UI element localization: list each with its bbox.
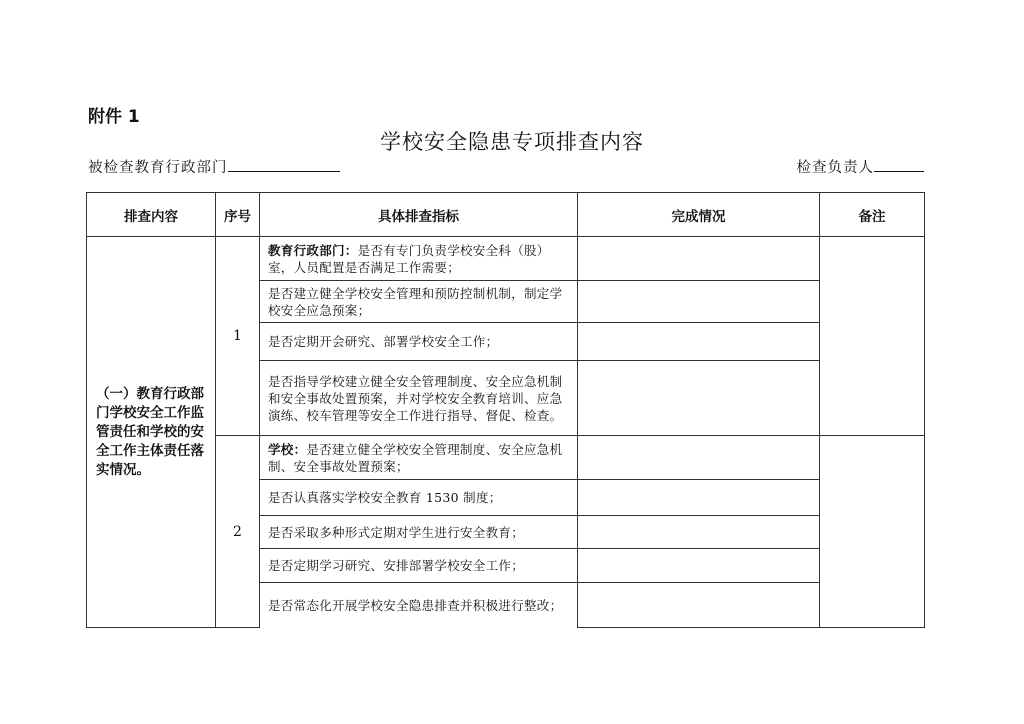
indicator-cell <box>260 237 578 281</box>
inspected-department-label: 被检查教育行政部门 <box>88 160 228 176</box>
indicator-cell <box>260 436 578 480</box>
indicator-text: 是否定期学习研究、安排部署学校安全工作； <box>268 558 525 573</box>
indicator-text: 是否定期开会研究、部署学校安全工作； <box>268 334 499 349</box>
attachment-label: 附件 1 <box>88 107 140 127</box>
completion-cell[interactable] <box>578 583 820 628</box>
completion-cell[interactable] <box>578 361 820 436</box>
inspected-department-field <box>88 156 340 177</box>
indicator-text: 是否有专门负责学校安全科（股）室，人员配置是否满足工作需要； <box>268 242 550 275</box>
indicator-cell <box>260 583 578 628</box>
table-row <box>87 237 925 281</box>
indicator-text: 是否指导学校建立健全安全管理制度、安全应急机制和安全事故处置预案，并对学校安全教育培训、应急演练、校车管理等安全工作进行指导、督促、检查。 <box>268 373 563 423</box>
indicator-lead: 学校： <box>268 441 307 457</box>
indicator-cell <box>260 480 578 516</box>
indicator-text: 是否建立健全学校安全管理制度、安全应急机制、安全事故处置预案； <box>268 441 563 474</box>
indicator-cell <box>260 281 578 323</box>
completion-cell[interactable] <box>578 237 820 281</box>
remarks-cell[interactable] <box>820 237 925 436</box>
completion-cell[interactable] <box>578 480 820 516</box>
indicator-cell <box>260 323 578 361</box>
table-header-row <box>87 193 925 237</box>
header-remarks: 备注 <box>820 193 925 237</box>
inspected-department-blank[interactable] <box>228 157 340 172</box>
header-indicator: 具体排查指标 <box>260 193 578 237</box>
inspector-field <box>797 156 925 177</box>
completion-cell[interactable] <box>578 516 820 549</box>
indicator-cell <box>260 361 578 436</box>
inspection-table <box>86 192 925 628</box>
document-title: 学校安全隐患专项排查内容 <box>380 130 644 154</box>
inspector-label: 检查负责人 <box>796 160 874 176</box>
section-content-cell: （一）教育行政部门学校安全工作监管责任和学校的安全工作主体责任落实情况。 <box>87 237 216 628</box>
indicator-text: 是否建立健全学校安全管理和预防控制机制，制定学校安全应急预案； <box>268 285 563 318</box>
completion-cell[interactable] <box>578 323 820 361</box>
inspector-blank[interactable] <box>874 157 924 172</box>
completion-cell[interactable] <box>578 281 820 323</box>
header-content: 排查内容 <box>87 193 216 237</box>
seq-cell: 1 <box>216 237 260 436</box>
indicator-text: 是否采取多种形式定期对学生进行安全教育； <box>268 524 525 540</box>
seq-cell: 2 <box>216 436 260 628</box>
indicator-cell <box>260 516 578 549</box>
indicator-text: 是否常态化开展学校安全隐患排查并积极进行整改； <box>268 597 563 613</box>
indicator-text: 是否认真落实学校安全教育 1530 制度； <box>268 490 502 505</box>
indicator-lead: 教育行政部门： <box>268 242 358 258</box>
header-seq: 序号 <box>216 193 260 237</box>
remarks-cell[interactable] <box>820 436 925 628</box>
header-completion: 完成情况 <box>578 193 820 237</box>
completion-cell[interactable] <box>578 549 820 583</box>
completion-cell[interactable] <box>578 436 820 480</box>
indicator-cell <box>260 549 578 583</box>
